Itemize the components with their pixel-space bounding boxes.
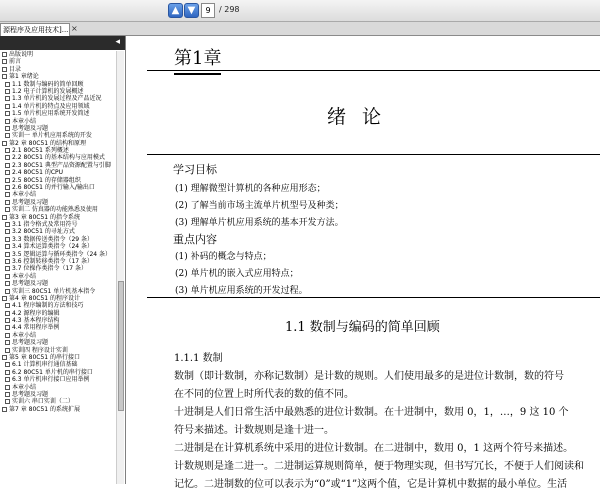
- bookmark-item[interactable]: [0, 339, 116, 346]
- bookmark-icon: [2, 355, 7, 360]
- bookmark-icon: [5, 96, 10, 101]
- bookmark-icon: [5, 126, 10, 131]
- bookmark-label: 实训二 仿真器的功能熟悉及使用: [12, 206, 98, 214]
- bookmark-label: 思考题及习题: [12, 198, 49, 206]
- bookmark-icon: [5, 385, 10, 390]
- bookmark-label: 4.2 源程序的编辑: [12, 309, 60, 317]
- bookmark-label: 3.6 控制转移类指令（17 条）: [12, 257, 93, 265]
- bookmark-label: 本章小结: [12, 117, 37, 125]
- scrollbar-thumb[interactable]: [118, 281, 124, 411]
- bookmark-label: 第2 章 80C51 的结构和原理: [9, 139, 86, 147]
- page-number-input[interactable]: 9: [201, 3, 215, 18]
- bookmark-label: 6.2 80C51 单片机的串行接口: [12, 368, 93, 376]
- bookmark-label: 本章小结: [12, 191, 37, 199]
- bookmark-label: 4.1 程序编制的方法和技巧: [12, 302, 84, 310]
- bookmark-label: 实训六 串口实训（二）: [12, 398, 74, 406]
- bookmark-icon: [2, 67, 7, 72]
- bookmark-label: 思考题及习题: [12, 280, 49, 288]
- bookmark-label: 4.3 基本程序结构: [12, 317, 60, 325]
- bookmark-icon: [5, 392, 10, 397]
- bookmark-list: [0, 51, 116, 484]
- bookmark-label: 3.5 逻辑运算与循环类指令（24 条）: [12, 250, 111, 258]
- bookmark-label: 思考题及习题: [12, 124, 49, 132]
- bookmark-icon: [5, 333, 10, 338]
- bookmark-icon: [2, 215, 7, 220]
- paragraph-line: 在不同的位置上时所代表的数的值不同。: [174, 389, 354, 400]
- bookmark-icon: [5, 311, 10, 316]
- bookmark-label: 第4 章 80C51 的程序设计: [9, 294, 80, 302]
- bookmark-icon: [5, 370, 10, 375]
- bookmark-item[interactable]: [0, 214, 116, 221]
- bookmark-label: 2.4 80C51 的CPU: [12, 169, 64, 177]
- bookmark-label: 前言: [9, 58, 22, 66]
- bookmark-item[interactable]: [0, 280, 116, 287]
- bookmark-item[interactable]: [0, 177, 116, 184]
- bookmark-label: 第7 章 80C51 的系统扩展: [9, 405, 80, 413]
- bookmark-icon: [5, 289, 10, 294]
- bookmark-icon: [5, 244, 10, 249]
- bookmark-label: 6.1 计算机串行通信基础: [12, 361, 78, 369]
- bookmark-icon: [5, 111, 10, 116]
- bookmark-item[interactable]: [0, 118, 116, 125]
- bookmark-icon: [5, 133, 10, 138]
- bookmark-label: 1.3 单片机的发展过程及产品近况: [12, 95, 102, 103]
- bookmark-icon: [5, 252, 10, 257]
- section-title: 1.1 数制与编码的简单回顾: [285, 320, 440, 335]
- bookmark-label: 2.3 80C51 典型产品资源配置与引脚: [12, 161, 111, 169]
- bookmark-item[interactable]: [0, 251, 116, 258]
- bookmark-item[interactable]: [0, 132, 116, 139]
- bookmark-label: 3.1 指令格式及常用符号: [12, 220, 78, 228]
- bookmark-icon: [5, 185, 10, 190]
- bookmark-item[interactable]: [0, 243, 116, 250]
- bookmark-icon: [5, 89, 10, 94]
- bookmark-icon: [2, 52, 7, 57]
- paragraph-line: 符号来描述。计数规则是逢十进一。: [174, 425, 334, 436]
- tab-bar: [0, 22, 600, 36]
- bookmark-label: 6.3 单片机串行接口应用举例: [12, 376, 90, 384]
- paragraph-line: 数制（即计数制，亦称记数制）是计数的规则。人们使用最多的是进位计数制，数的符号: [174, 371, 564, 382]
- bookmark-label: 1.5 单片机应用系统开发简述: [12, 110, 90, 118]
- bookmark-label: 实训三 80C51 单片机基本指令: [12, 287, 96, 295]
- bookmark-item[interactable]: [0, 273, 116, 280]
- arrow-down-icon[interactable]: ▼: [184, 3, 199, 18]
- paragraph-line: 十进制是人们日常生活中最熟悉的进位计数制。在十进制中，数用 0，1，…，9 这 10 个: [174, 407, 569, 418]
- bookmark-item[interactable]: [0, 361, 116, 368]
- bookmark-icon: [5, 207, 10, 212]
- bookmark-label: 思考题及习题: [12, 390, 49, 398]
- bookmark-label: 3.2 80C51 的寻址方式: [12, 228, 75, 236]
- bookmark-label: 2.6 80C51 的并行输入/输出口: [12, 184, 95, 192]
- bookmark-icon: [5, 399, 10, 404]
- paragraph-line: 二进制是在计算机系统中采用的进位计数制。在二进制中，数用 0，1 这两个符号来描述。: [174, 443, 574, 454]
- bookmark-icon: [5, 229, 10, 234]
- bookmark-icon: [5, 148, 10, 153]
- paragraph-line: 记忆。二进制数的位可以表示为“0”或“1”这两个值，它是计算机中数据的最小单位。生活: [174, 479, 568, 490]
- bookmark-icon: [5, 119, 10, 124]
- bookmark-label: 本章小结: [12, 331, 37, 339]
- bookmark-icon: [5, 178, 10, 183]
- bookmark-item[interactable]: [0, 206, 116, 213]
- bookmark-item[interactable]: [0, 73, 116, 80]
- bookmark-label: 3.3 数据传送类指令（29 条）: [12, 235, 93, 243]
- bookmark-label: 2.1 80C51 系列概述: [12, 147, 69, 155]
- bookmark-icon: [5, 266, 10, 271]
- bookmark-icon: [5, 104, 10, 109]
- objective-item: (3) 理解单片机应用系统的基本开发方法。: [175, 218, 344, 228]
- bookmark-item[interactable]: [0, 191, 116, 198]
- sidebar-scrollbar[interactable]: [116, 51, 124, 484]
- bookmark-item[interactable]: [0, 140, 116, 147]
- objective-item: (1) 理解微型计算机的各种应用形态；: [175, 184, 326, 194]
- bookmark-icon: [5, 348, 10, 353]
- bookmark-item[interactable]: [0, 265, 116, 272]
- bookmark-item[interactable]: [0, 81, 116, 88]
- bookmark-icon: [5, 362, 10, 367]
- bookmark-icon: [5, 237, 10, 242]
- bookmarks-sidebar: [0, 36, 126, 484]
- bookmark-icon: [5, 274, 10, 279]
- bookmark-label: 实训四 程序设计实训: [12, 346, 68, 354]
- bookmark-icon: [5, 318, 10, 323]
- bookmark-item[interactable]: [0, 406, 116, 413]
- bookmark-item[interactable]: [0, 288, 116, 295]
- bookmark-item[interactable]: [0, 169, 116, 176]
- bookmark-icon: [2, 141, 7, 146]
- bookmark-label: 3.7 位操作类指令（17 条）: [12, 265, 87, 273]
- bookmark-label: 思考题及习题: [12, 339, 49, 347]
- key-point-item: (1) 补码的概念与特点；: [175, 252, 272, 262]
- chapter-number: 第1章: [174, 44, 221, 75]
- subsection-title: 1.1.1 数制: [174, 353, 223, 364]
- bookmark-label: 1.1 数制与编码的简单回顾: [12, 80, 84, 88]
- bookmark-item[interactable]: [0, 347, 116, 354]
- bookmark-item[interactable]: [0, 310, 116, 317]
- key-points-heading: 重点内容: [173, 233, 217, 246]
- bookmark-label: 3.4 算术运算类指令（24 条）: [12, 243, 93, 251]
- bookmark-item[interactable]: [0, 95, 116, 102]
- bookmark-label: 第1 章绪论: [9, 73, 39, 81]
- bookmark-label: 出版说明: [9, 51, 34, 58]
- bookmark-label: 第3 章 80C51 的指令系统: [9, 213, 80, 221]
- bookmark-item[interactable]: [0, 324, 116, 331]
- bookmark-label: 目录: [9, 65, 22, 73]
- document-tab[interactable]: 源程序及应用技术]...: [0, 23, 70, 36]
- bookmark-label: 1.2 电子计算机的发展概述: [12, 87, 84, 95]
- bookmark-icon: [5, 163, 10, 168]
- bookmark-label: 4.4 常用程序举例: [12, 324, 60, 332]
- bookmark-icon: [5, 340, 10, 345]
- page-total: / 298: [219, 5, 240, 14]
- bookmark-item[interactable]: [0, 384, 116, 391]
- bookmark-item[interactable]: [0, 302, 116, 309]
- key-point-item: (3) 单片机应用系统的开发过程。: [175, 286, 308, 296]
- bookmark-item[interactable]: [0, 376, 116, 383]
- objectives-box: [147, 154, 600, 298]
- collapse-icon[interactable]: ◂: [115, 37, 120, 47]
- bookmark-icon: [2, 296, 7, 301]
- chapter-rule: [147, 70, 600, 71]
- bookmark-icon: [5, 303, 10, 308]
- toolbar: [0, 0, 600, 22]
- bookmark-label: 第5 章 80C51 的串行接口: [9, 354, 80, 362]
- bookmark-item[interactable]: [0, 154, 116, 161]
- chapter-title: 绪论: [327, 106, 398, 128]
- paragraph-line: 计数规则是逢二进一。二进制运算规则简单，便于物理实现，但书写冗长，不便于人们阅读和: [174, 461, 584, 472]
- bookmark-icon: [5, 325, 10, 330]
- objectives-heading: 学习目标: [173, 163, 217, 176]
- bookmark-icon: [5, 82, 10, 87]
- bookmark-item[interactable]: [0, 58, 116, 65]
- bookmark-icon: [5, 281, 10, 286]
- bookmark-icon: [5, 377, 10, 382]
- bookmark-icon: [5, 222, 10, 227]
- bookmark-icon: [5, 200, 10, 205]
- bookmark-label: 1.4 单片机的特点及应用领域: [12, 102, 90, 110]
- bookmark-icon: [2, 407, 7, 412]
- bookmark-item[interactable]: [0, 398, 116, 405]
- bookmark-icon: [5, 259, 10, 264]
- bookmark-label: 2.2 80C51 的基本结构与应用模式: [12, 154, 105, 162]
- bookmark-icon: [5, 192, 10, 197]
- bookmark-item[interactable]: [0, 110, 116, 117]
- bookmark-icon: [2, 59, 7, 64]
- bookmark-label: 本章小结: [12, 272, 37, 280]
- objective-item: (2) 了解当前市场主流单片机型号及种类；: [175, 201, 344, 211]
- sidebar-header: [0, 36, 125, 50]
- bookmark-icon: [2, 74, 7, 79]
- bookmark-icon: [5, 170, 10, 175]
- close-icon[interactable]: ×: [71, 24, 78, 33]
- bookmark-label: 实训一 单片机应用系统的开发: [12, 132, 92, 140]
- bookmark-label: 本章小结: [12, 383, 37, 391]
- bookmark-icon: [5, 155, 10, 160]
- arrow-up-icon[interactable]: ▲: [168, 3, 183, 18]
- document-page: [127, 36, 600, 490]
- bookmark-item[interactable]: [0, 228, 116, 235]
- key-point-item: (2) 单片机的嵌入式应用特点；: [175, 269, 299, 279]
- bookmark-label: 2.5 80C51 的存储器组织: [12, 176, 81, 184]
